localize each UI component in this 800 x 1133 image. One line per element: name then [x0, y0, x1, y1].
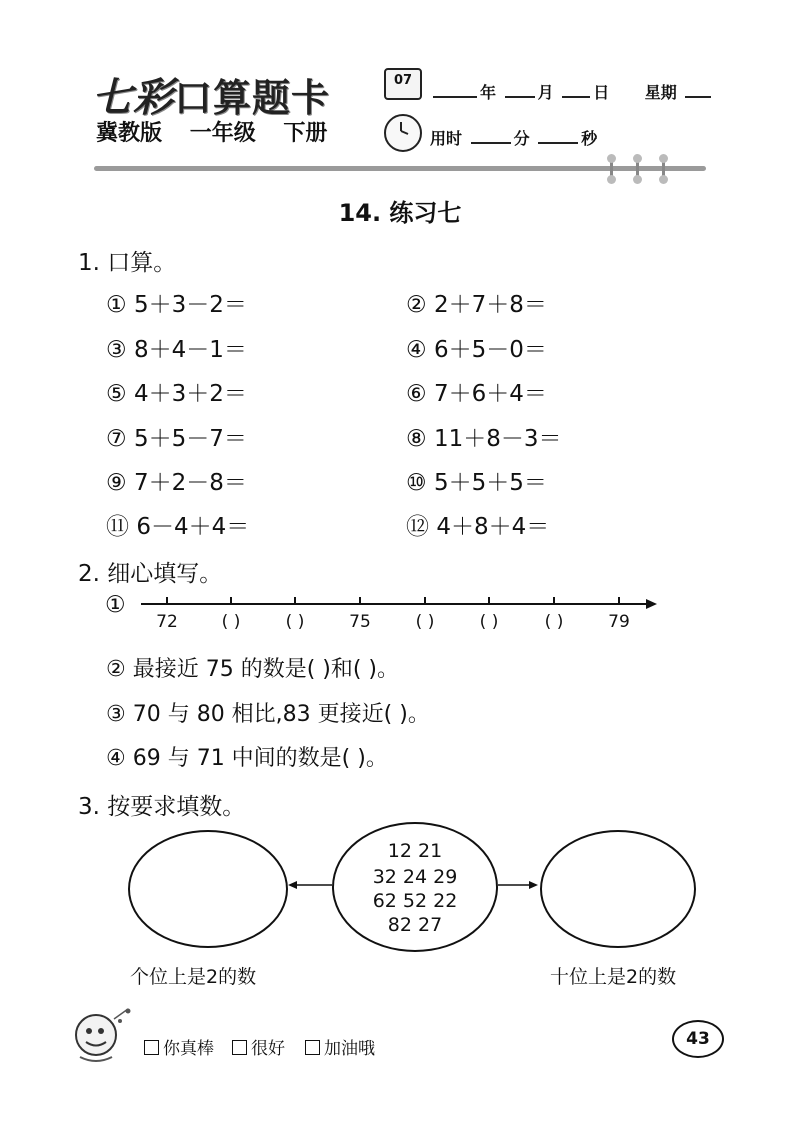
right-caption: 十位上是2的数 — [550, 966, 677, 988]
number-line — [105, 590, 665, 640]
section2-heading: 2. 细心填写。 — [78, 561, 223, 587]
problem-12: ⑫ 4＋8＋4＝ — [406, 514, 550, 540]
month-label: 月 — [537, 83, 554, 102]
pool-row: 12 21 — [387, 840, 443, 862]
binder-pin — [636, 158, 639, 180]
problem-4: ④ 6＋5－0＝ — [406, 337, 547, 363]
brand-rest: 口算题卡 — [174, 76, 331, 120]
number-line-axis — [105, 590, 665, 620]
fill-item-3: ③ 70 与 80 相比,83 更接近( )。 — [106, 702, 430, 727]
seconds-blank[interactable] — [538, 128, 578, 144]
minutes-label: 分 — [513, 129, 530, 148]
checkbox-icon[interactable] — [232, 1040, 247, 1055]
number-pool-ellipse — [332, 822, 498, 952]
fill-item-2: ② 最接近 75 的数是( )和( )。 — [106, 657, 400, 682]
seconds-label: 秒 — [581, 129, 598, 148]
time-used-label: 用时 — [430, 129, 463, 148]
numberline-marker: ① — [105, 592, 126, 618]
numberline-label: 75 — [349, 612, 371, 632]
numberline-label: 79 — [608, 612, 630, 632]
section1-heading: 1. 口算。 — [78, 250, 177, 276]
problem-8: ⑧ 11＋8－3＝ — [406, 426, 562, 452]
year-blank[interactable] — [433, 82, 477, 98]
edition-publisher: 冀教版 — [96, 121, 163, 146]
fill-item-4: ④ 69 与 71 中间的数是( )。 — [106, 746, 388, 771]
rating-good[interactable]: 很好 — [232, 1034, 285, 1059]
numberline-blank[interactable]: ( ) — [415, 612, 435, 632]
rating-keep-going[interactable]: 加油哦 — [305, 1034, 375, 1059]
problem-2: ② 2＋7＋8＝ — [406, 292, 547, 318]
problem-3: ③ 8＋4－1＝ — [106, 337, 247, 363]
problem-7: ⑦ 5＋5－7＝ — [106, 426, 247, 452]
numberline-blank[interactable]: ( ) — [544, 612, 564, 632]
weekday-label: 星期 — [644, 83, 677, 102]
clock-icon — [384, 114, 422, 152]
binder-pin — [610, 158, 613, 180]
problem-1: ① 5＋3－2＝ — [106, 292, 247, 318]
pool-row: 62 52 22 — [372, 890, 458, 912]
numberline-blank[interactable]: ( ) — [221, 612, 241, 632]
numberline-blank[interactable]: ( ) — [285, 612, 305, 632]
brand-first: 七彩 — [92, 74, 174, 121]
rating-great[interactable]: 你真棒 — [144, 1034, 214, 1059]
right-answer-ellipse[interactable] — [540, 830, 696, 948]
time-fill-row — [430, 126, 597, 149]
checkbox-icon[interactable] — [305, 1040, 320, 1055]
left-caption: 个位上是2的数 — [130, 966, 257, 988]
pool-row: 82 27 — [387, 914, 443, 936]
right-arrow-icon — [496, 878, 540, 892]
problem-10: ⑩ 5＋5＋5＝ — [406, 470, 547, 496]
calendar-day: 07 — [393, 73, 413, 88]
weekday-blank[interactable] — [685, 82, 711, 98]
year-label: 年 — [480, 83, 497, 102]
problem-6: ⑥ 7＋6＋4＝ — [406, 381, 547, 407]
checkbox-icon[interactable] — [144, 1040, 159, 1055]
header-divider — [94, 166, 706, 171]
minutes-blank[interactable] — [471, 128, 511, 144]
numberline-label: 72 — [156, 612, 178, 632]
day-blank[interactable] — [562, 82, 590, 98]
month-blank[interactable] — [505, 82, 535, 98]
binder-pin — [662, 158, 665, 180]
edition-volume: 下册 — [283, 121, 328, 146]
edition-grade: 一年级 — [189, 121, 256, 146]
problem-11: ⑪ 6－4＋4＝ — [106, 514, 250, 540]
calendar-icon — [384, 68, 422, 100]
day-label: 日 — [593, 83, 610, 102]
problem-9: ⑨ 7＋2－8＝ — [106, 470, 247, 496]
brand-logo — [92, 66, 330, 123]
edition-line — [96, 116, 347, 147]
section3-heading: 3. 按要求填数。 — [78, 794, 246, 820]
date-fill-row — [430, 80, 714, 103]
problem-5: ⑤ 4＋3＋2＝ — [106, 381, 247, 407]
pool-row: 32 24 29 — [372, 866, 458, 888]
page-title: 14. 练习七 — [338, 199, 462, 227]
left-arrow-icon — [286, 878, 334, 892]
page-number: 43 — [672, 1020, 724, 1058]
numberline-blank[interactable]: ( ) — [479, 612, 499, 632]
cartoon-mascot-icon — [70, 1005, 138, 1067]
left-answer-ellipse[interactable] — [128, 830, 288, 948]
